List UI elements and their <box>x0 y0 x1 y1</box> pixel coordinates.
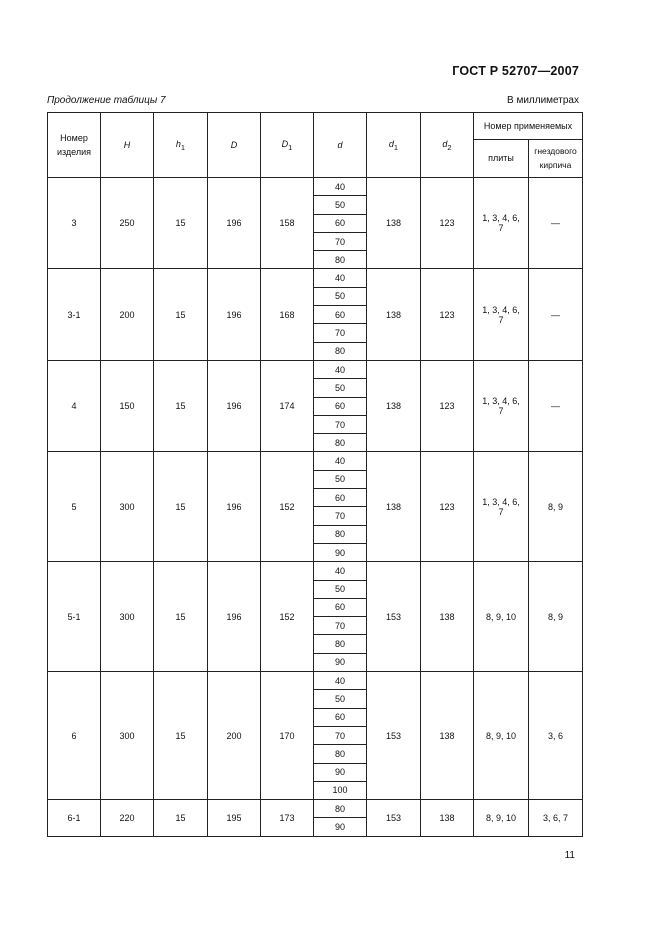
document-code: ГОСТ Р 52707—2007 <box>452 64 579 78</box>
cell-d1: 138 <box>367 360 421 451</box>
cell-d: 40 <box>314 562 367 580</box>
cell-D1: 174 <box>261 360 314 451</box>
header-d1-letter: d <box>388 138 394 149</box>
cell-brick: — <box>529 269 583 360</box>
cell-d: 60 <box>314 306 367 324</box>
cell-d: 90 <box>314 653 367 671</box>
cell-d: 90 <box>314 763 367 781</box>
cell-product-no: 5-1 <box>48 562 101 672</box>
cell-D: 196 <box>208 178 261 269</box>
cell-H: 300 <box>101 562 154 672</box>
table-row <box>48 562 583 580</box>
cell-d: 60 <box>314 708 367 726</box>
cell-d: 80 <box>314 342 367 360</box>
cell-D: 200 <box>208 672 261 800</box>
cell-d: 70 <box>314 726 367 744</box>
cell-brick: 3, 6 <box>529 672 583 800</box>
cell-d: 60 <box>314 489 367 507</box>
cell-brick: 8, 9 <box>529 562 583 672</box>
header-D: D <box>208 113 261 178</box>
cell-D1: 168 <box>261 269 314 360</box>
cell-brick: — <box>529 360 583 451</box>
cell-slab: 8, 9, 10 <box>474 800 529 837</box>
dimensions-table <box>47 112 583 837</box>
cell-D: 196 <box>208 269 261 360</box>
cell-d: 40 <box>314 269 367 287</box>
table-row <box>48 672 583 690</box>
cell-d: 60 <box>314 397 367 415</box>
cell-product-no: 6 <box>48 672 101 800</box>
cell-d: 50 <box>314 690 367 708</box>
cell-d: 50 <box>314 287 367 305</box>
table-row <box>48 360 583 378</box>
cell-h1: 15 <box>154 672 208 800</box>
cell-d2: 123 <box>421 269 474 360</box>
cell-d: 80 <box>314 251 367 269</box>
header-d2 <box>421 113 474 178</box>
cell-D1: 170 <box>261 672 314 800</box>
units-label: В миллиметрах <box>507 95 579 106</box>
cell-d: 50 <box>314 580 367 598</box>
cell-d: 100 <box>314 781 367 799</box>
cell-brick: 3, 6, 7 <box>529 800 583 837</box>
cell-d2: 123 <box>421 452 474 562</box>
cell-H: 300 <box>101 672 154 800</box>
cell-h1: 15 <box>154 360 208 451</box>
table-row <box>48 178 583 196</box>
cell-H: 220 <box>101 800 154 837</box>
cell-d2: 123 <box>421 178 474 269</box>
cell-d: 50 <box>314 196 367 214</box>
cell-d1: 138 <box>367 269 421 360</box>
cell-d: 50 <box>314 470 367 488</box>
table-row <box>48 269 583 287</box>
table-body <box>48 178 583 837</box>
cell-product-no: 6-1 <box>48 800 101 837</box>
header-D1-letter: D <box>281 138 289 149</box>
header-D1 <box>261 113 314 178</box>
cell-d: 70 <box>314 232 367 250</box>
header-brick: гнездового кирпича <box>529 140 583 178</box>
cell-slab: 1, 3, 4, 6, 7 <box>474 360 529 451</box>
cell-d: 70 <box>314 415 367 433</box>
cell-d: 80 <box>314 800 367 818</box>
cell-D1: 152 <box>261 562 314 672</box>
cell-d: 80 <box>314 635 367 653</box>
cell-product-no: 4 <box>48 360 101 451</box>
header-applicable-group: Номер применяемых <box>474 113 583 140</box>
cell-slab: 1, 3, 4, 6, 7 <box>474 178 529 269</box>
cell-D1: 158 <box>261 178 314 269</box>
cell-D: 195 <box>208 800 261 837</box>
cell-product-no: 3 <box>48 178 101 269</box>
cell-d: 40 <box>314 672 367 690</box>
cell-h1: 15 <box>154 178 208 269</box>
cell-slab: 8, 9, 10 <box>474 672 529 800</box>
cell-H: 300 <box>101 452 154 562</box>
cell-d: 40 <box>314 178 367 196</box>
header-product-no: Номер изделия <box>48 113 101 178</box>
cell-slab: 8, 9, 10 <box>474 562 529 672</box>
header-d: d <box>314 113 367 178</box>
cell-d1: 153 <box>367 672 421 800</box>
cell-D1: 152 <box>261 452 314 562</box>
cell-d: 90 <box>314 818 367 836</box>
cell-d: 60 <box>314 598 367 616</box>
cell-H: 250 <box>101 178 154 269</box>
header-d2-letter: d <box>442 138 448 149</box>
header-slab: плиты <box>474 140 529 178</box>
table-row <box>48 800 583 818</box>
header-H: H <box>101 113 154 178</box>
header-d1 <box>367 113 421 178</box>
cell-product-no: 3-1 <box>48 269 101 360</box>
cell-d2: 138 <box>421 672 474 800</box>
header-h1-sub: 1 <box>180 142 186 152</box>
table-row <box>48 452 583 470</box>
cell-d: 70 <box>314 507 367 525</box>
cell-slab: 1, 3, 4, 6, 7 <box>474 452 529 562</box>
cell-h1: 15 <box>154 800 208 837</box>
cell-d1: 138 <box>367 178 421 269</box>
header-h1 <box>154 113 208 178</box>
cell-D: 196 <box>208 452 261 562</box>
cell-d1: 153 <box>367 562 421 672</box>
cell-d: 40 <box>314 360 367 378</box>
header-d2-sub: 2 <box>447 142 452 152</box>
cell-d: 40 <box>314 452 367 470</box>
cell-d: 70 <box>314 617 367 635</box>
cell-d2: 138 <box>421 800 474 837</box>
cell-H: 200 <box>101 269 154 360</box>
cell-H: 150 <box>101 360 154 451</box>
cell-slab: 1, 3, 4, 6, 7 <box>474 269 529 360</box>
cell-d: 70 <box>314 324 367 342</box>
cell-d: 60 <box>314 214 367 232</box>
cell-d: 80 <box>314 525 367 543</box>
cell-D: 196 <box>208 360 261 451</box>
cell-d: 50 <box>314 379 367 397</box>
cell-d: 80 <box>314 745 367 763</box>
cell-d: 90 <box>314 543 367 561</box>
cell-d: 80 <box>314 434 367 452</box>
cell-h1: 15 <box>154 269 208 360</box>
page-number: 11 <box>564 850 575 861</box>
cell-brick: — <box>529 178 583 269</box>
cell-h1: 15 <box>154 452 208 562</box>
cell-D1: 173 <box>261 800 314 837</box>
cell-d2: 138 <box>421 562 474 672</box>
table-caption: Продолжение таблицы 7 <box>47 95 166 106</box>
header-h1-letter: h <box>175 138 181 149</box>
header-D1-sub: 1 <box>288 142 293 152</box>
cell-d2: 123 <box>421 360 474 451</box>
cell-brick: 8, 9 <box>529 452 583 562</box>
header-d1-sub: 1 <box>393 142 399 152</box>
cell-h1: 15 <box>154 562 208 672</box>
cell-D: 196 <box>208 562 261 672</box>
cell-product-no: 5 <box>48 452 101 562</box>
cell-d1: 153 <box>367 800 421 837</box>
cell-d1: 138 <box>367 452 421 562</box>
